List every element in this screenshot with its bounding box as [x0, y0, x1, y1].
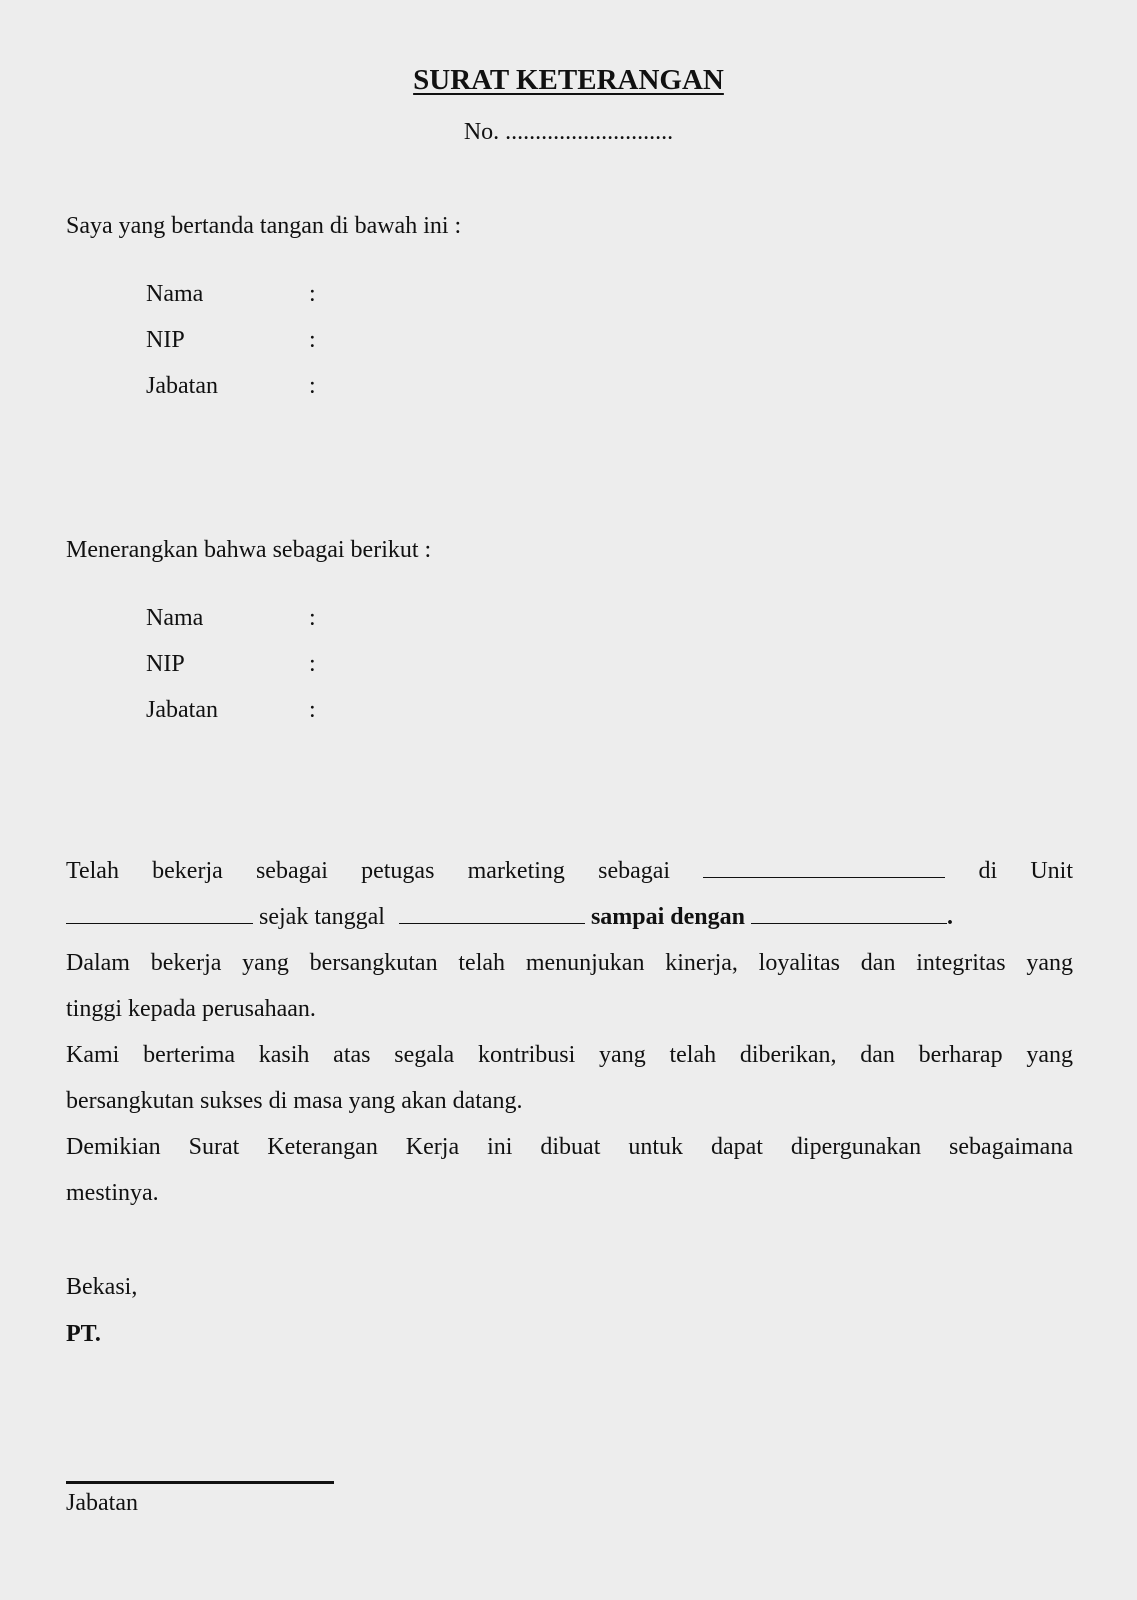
- signer-title: Jabatan: [66, 1490, 138, 1516]
- signer-name-row: [146, 278, 316, 310]
- body-line-2: [66, 894, 1073, 940]
- closing-place: Bekasi,: [66, 1274, 138, 1300]
- body-paragraphs: [66, 848, 1073, 1216]
- statement-intro-text: Menerangkan bahwa sebagai berikut :: [66, 537, 432, 563]
- employee-name-row: [146, 602, 316, 634]
- employee-position-colon: :: [309, 697, 316, 723]
- body-line-4: tinggi kepada perusahaan.: [66, 996, 316, 1022]
- document-title: SURAT KETERANGAN: [413, 64, 724, 96]
- signer-position-label: Jabatan: [146, 373, 218, 399]
- body-text-period: .: [947, 904, 953, 930]
- body-line-8: mestinya.: [66, 1180, 159, 1206]
- signer-position-row: [146, 370, 316, 402]
- signer-name-label: Nama: [146, 281, 204, 307]
- signer-position-colon: :: [309, 373, 316, 399]
- signer-nip-colon: :: [309, 327, 316, 353]
- employee-name-label: Nama: [146, 605, 204, 631]
- employee-nip-row: [146, 648, 316, 680]
- start-date-blank: [399, 901, 585, 924]
- body-line-5: Kami berterima kasih atas segala kontribusi yang telah diberikan, dan berharap yang: [66, 1042, 1073, 1068]
- position-blank: [703, 855, 945, 878]
- unit-blank: [66, 901, 253, 924]
- body-text-since: sejak tanggal: [259, 904, 385, 930]
- employee-nip-label: NIP: [146, 651, 185, 677]
- document-number: No. ............................: [463, 119, 674, 145]
- employee-position-row: [146, 694, 316, 726]
- signature-line: [66, 1481, 334, 1484]
- body-line-6: bersangkutan sukses di masa yang akan datang.: [66, 1088, 523, 1114]
- signer-nip-row: [146, 324, 316, 356]
- body-text-marketing: Telah bekerja sebagai petugas marketing sebagai: [66, 858, 671, 884]
- signer-name-colon: :: [309, 281, 316, 307]
- body-line-7: Demikian Surat Keterangan Kerja ini dibuat untuk dapat dipergunakan sebagaimana: [66, 1134, 1073, 1160]
- employee-position-label: Jabatan: [146, 697, 218, 723]
- signer-nip-label: NIP: [146, 327, 185, 353]
- closing-company: PT.: [66, 1321, 101, 1347]
- end-date-blank: [751, 901, 947, 924]
- body-line-1: [66, 848, 1073, 894]
- body-line-3: Dalam bekerja yang bersangkutan telah menunjukan kinerja, loyalitas dan integritas yang: [66, 950, 1073, 976]
- intro-text: Saya yang bertanda tangan di bawah ini :: [66, 213, 462, 239]
- body-text-until: sampai dengan: [590, 904, 745, 930]
- employee-nip-colon: :: [309, 651, 316, 677]
- body-text-unit: di Unit: [978, 858, 1074, 884]
- employee-name-colon: :: [309, 605, 316, 631]
